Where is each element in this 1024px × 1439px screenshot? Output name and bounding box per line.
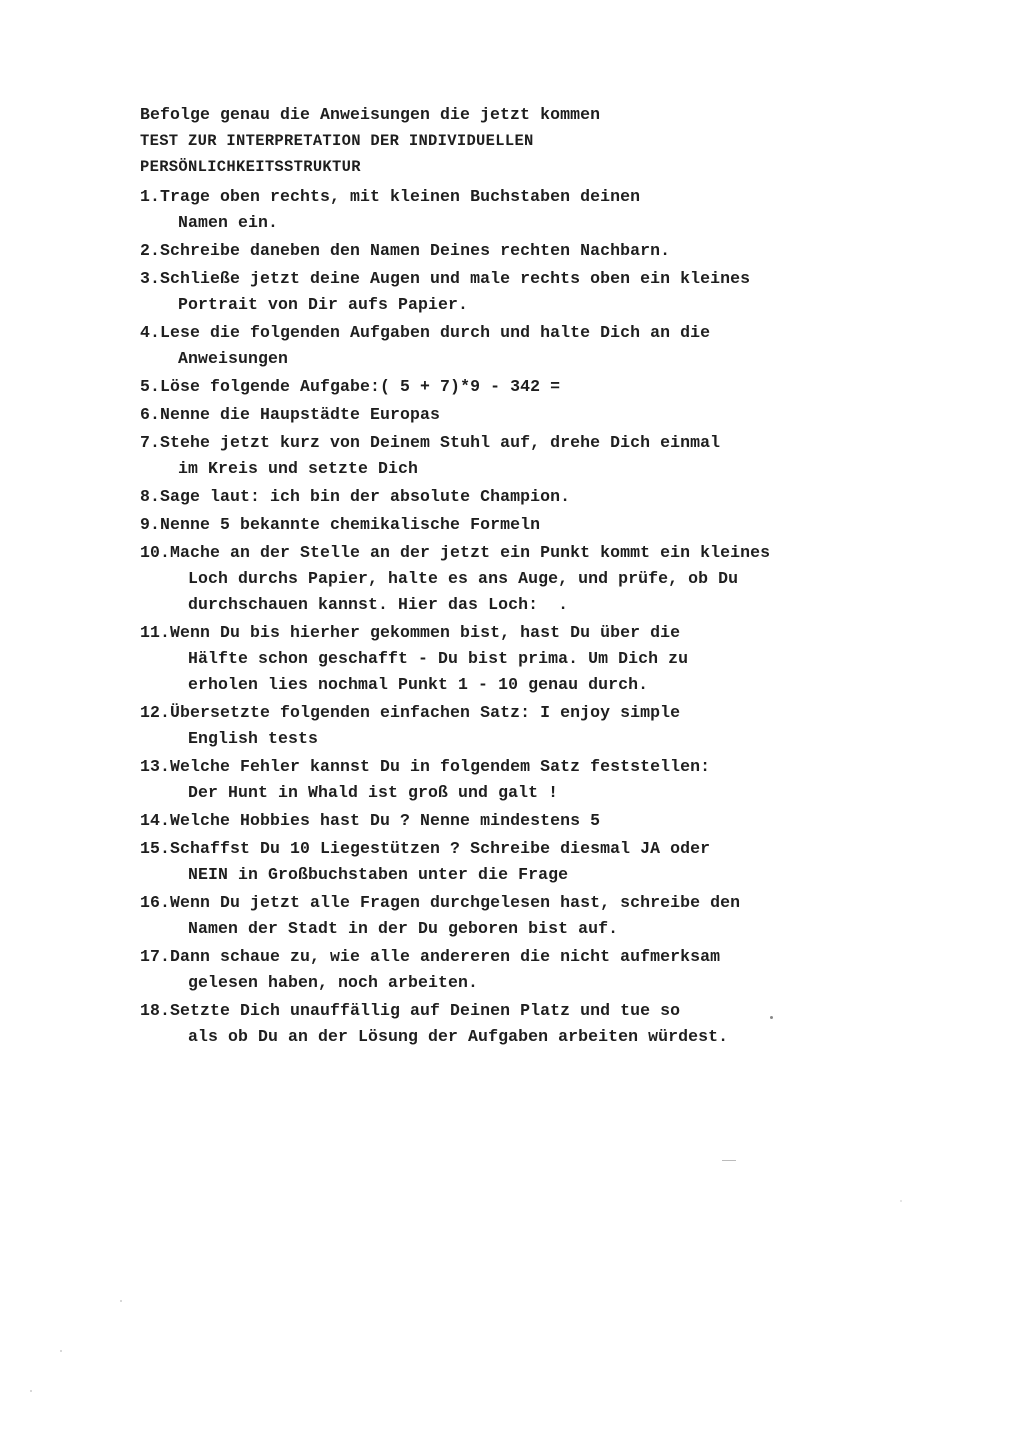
item-text-line: Dann schaue zu, wie alle andereren die nicht aufmerksam — [170, 947, 721, 966]
item-text-line: erholen lies nochmal Punkt 1 - 10 genau durch. — [188, 675, 649, 694]
item-number: 9. — [140, 515, 161, 534]
item-text — [170, 836, 710, 888]
list-item — [140, 998, 1000, 1050]
item-text-line: Mache an der Stelle an der jetzt ein Punkt kommt ein kleines — [170, 543, 771, 562]
list-item — [140, 402, 1000, 428]
item-number: 12. — [140, 703, 171, 722]
item-text-line: Welche Fehler kannst Du in folgendem Satz feststellen: — [170, 757, 711, 776]
item-text-line: Trage oben rechts, mit kleinen Buchstaben deinen — [160, 187, 641, 206]
intro-line: Befolge genau die Anweisungen die jetzt kommen — [140, 105, 601, 124]
scan-speck — [770, 1016, 773, 1019]
item-text-line: als ob Du an der Lösung der Aufgaben arbeiten würdest. — [188, 1027, 729, 1046]
item-text-line: Hälfte schon geschafft - Du bist prima. Um Dich zu — [188, 649, 689, 668]
list-item — [140, 944, 1000, 996]
item-number: 5. — [140, 377, 161, 396]
item-number: 1. — [140, 187, 161, 206]
scan-speck — [60, 1350, 62, 1352]
item-number: 16. — [140, 893, 171, 912]
item-text-line: Schaffst Du 10 Liegestützen ? Schreibe diesmal JA oder — [170, 839, 711, 858]
item-number: 18. — [140, 1001, 171, 1020]
item-text-line: Namen ein. — [178, 213, 279, 232]
list-item — [140, 266, 1000, 318]
item-text — [160, 374, 560, 400]
list-item — [140, 184, 1000, 236]
item-text — [160, 266, 750, 318]
item-text — [160, 320, 710, 372]
item-text-line: Übersetzte folgenden einfachen Satz: I enjoy simple — [170, 703, 681, 722]
list-item — [140, 320, 1000, 372]
item-text — [170, 808, 600, 834]
item-text-line: Wenn Du jetzt alle Fragen durchgelesen hast, schreibe den — [170, 893, 741, 912]
item-text — [170, 944, 720, 996]
item-number: 10. — [140, 543, 171, 562]
scan-speck — [900, 1200, 902, 1202]
title-line-1: TEST ZUR INTERPRETATION DER INDIVIDUELLEN — [140, 132, 534, 150]
item-text-line: gelesen haben, noch arbeiten. — [188, 973, 479, 992]
item-text-line: im Kreis und setzte Dich — [178, 459, 419, 478]
item-text — [160, 512, 540, 538]
item-text — [160, 238, 670, 264]
list-item — [140, 484, 1000, 510]
scan-speck — [30, 1390, 32, 1392]
instruction-list — [140, 184, 1000, 1050]
item-text-line: Stehe jetzt kurz von Deinem Stuhl auf, drehe Dich einmal — [160, 433, 721, 452]
list-item — [140, 430, 1000, 482]
list-item — [140, 836, 1000, 888]
item-text — [170, 754, 710, 806]
item-text — [160, 184, 640, 236]
item-number: 6. — [140, 405, 161, 424]
item-text — [160, 402, 440, 428]
item-text-line: durchschauen kannst. Hier das Loch: . — [188, 595, 569, 614]
item-text — [170, 998, 728, 1050]
list-item — [140, 540, 1000, 618]
item-text-line: Nenne 5 bekannte chemikalische Formeln — [160, 515, 541, 534]
item-number: 17. — [140, 947, 171, 966]
scan-speck — [722, 1160, 736, 1161]
list-item — [140, 238, 1000, 264]
list-item — [140, 374, 1000, 400]
item-text-line: Sage laut: ich bin der absolute Champion. — [160, 487, 571, 506]
item-text-line: Loch durchs Papier, halte es ans Auge, und prüfe, ob Du — [188, 569, 739, 588]
item-text-line: NEIN in Großbuchstaben unter die Frage — [188, 865, 569, 884]
list-item — [140, 620, 1000, 698]
scan-speck — [120, 1300, 122, 1302]
item-text-line: Schreibe daneben den Namen Deines rechten Nachbarn. — [160, 241, 671, 260]
item-number: 14. — [140, 811, 171, 830]
item-text-line: Der Hunt in Whald ist groß und galt ! — [188, 783, 559, 802]
item-number: 2. — [140, 241, 161, 260]
item-text-line: Lese die folgenden Aufgaben durch und halte Dich an die — [160, 323, 711, 342]
item-text-line: Nenne die Haupstädte Europas — [160, 405, 441, 424]
list-item — [140, 700, 1000, 752]
list-item — [140, 808, 1000, 834]
item-text — [170, 700, 680, 752]
item-text — [160, 430, 720, 482]
item-text — [160, 484, 570, 510]
item-text — [170, 890, 740, 942]
item-number: 11. — [140, 623, 171, 642]
item-number: 13. — [140, 757, 171, 776]
item-text-line: Portrait von Dir aufs Papier. — [178, 295, 469, 314]
item-number: 8. — [140, 487, 161, 506]
item-text-line: Welche Hobbies hast Du ? Nenne mindestens 5 — [170, 811, 601, 830]
title-line-2: PERSÖNLICHKEITSSTRUKTUR — [140, 158, 361, 176]
item-number: 3. — [140, 269, 161, 288]
document-body — [140, 102, 1000, 1052]
item-text — [170, 540, 770, 618]
item-number: 7. — [140, 433, 161, 452]
list-item — [140, 512, 1000, 538]
item-text-line: Schließe jetzt deine Augen und male rechts oben ein kleines — [160, 269, 751, 288]
item-text-line: Namen der Stadt in der Du geboren bist auf. — [188, 919, 619, 938]
item-number: 15. — [140, 839, 171, 858]
item-text-line: Setzte Dich unauffällig auf Deinen Platz und tue so — [170, 1001, 681, 1020]
list-item — [140, 890, 1000, 942]
item-number: 4. — [140, 323, 161, 342]
list-item — [140, 754, 1000, 806]
item-text-line: Wenn Du bis hierher gekommen bist, hast Du über die — [170, 623, 681, 642]
item-text-line: Anweisungen — [178, 349, 289, 368]
item-text-line: English tests — [188, 729, 319, 748]
item-text — [170, 620, 688, 698]
item-text-line: Löse folgende Aufgabe:( 5 + 7)*9 - 342 = — [160, 377, 561, 396]
